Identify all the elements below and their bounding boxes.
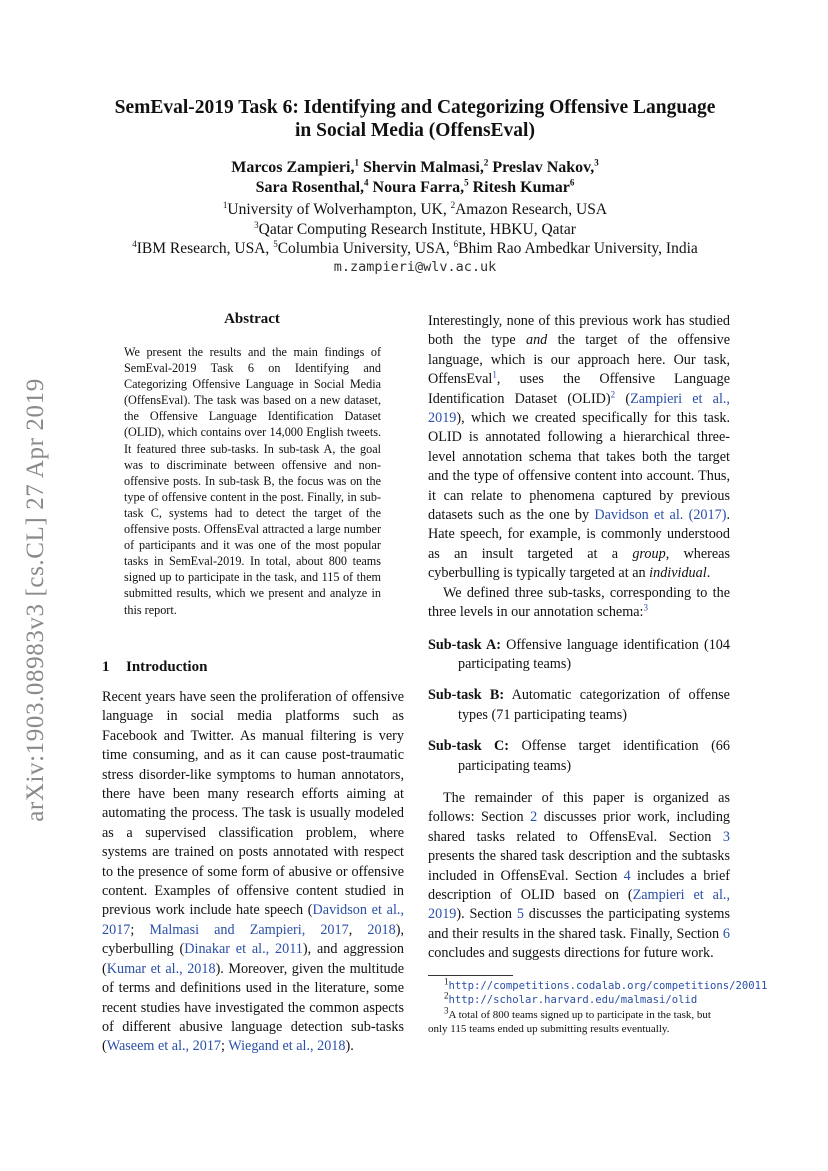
section-number: 1	[102, 659, 110, 675]
affil-mark: 5	[464, 177, 469, 188]
footnote-ref[interactable]: 3	[643, 602, 649, 613]
affiliation: IBM Research, USA,	[136, 240, 274, 257]
footnote-url[interactable]: http://competitions.codalab.org/competitions/20011	[448, 980, 768, 992]
affil-mark: 6	[569, 177, 575, 188]
section-link[interactable]: 5	[516, 906, 524, 923]
affil-mark: 3	[594, 157, 599, 168]
citation-link[interactable]: Kumar et al., 2018	[106, 960, 216, 977]
title-line-1: SemEval-2019 Task 6: Identifying and Categorizing Offensive Language	[114, 97, 716, 118]
arxiv-id: arXiv:1903.08983v3 [cs.CL] 27 Apr 2019	[22, 378, 49, 822]
affiliation: Columbia University, USA,	[277, 240, 454, 257]
contact-email[interactable]: m.zampieri@wlv.ac.uk	[333, 259, 497, 275]
citation-link[interactable]: Waseem et al., 2017	[106, 1038, 222, 1055]
author-name: Shervin Malmasi,	[362, 159, 484, 176]
footnote-divider	[428, 975, 513, 976]
abstract-text: We present the results and the main findings of SemEval-2019 Task 6 on Identifying and Categorizing Offensive Language in Social Media (OffensEval). The task was based on a new dataset, the Offensive Language Identification Dataset (OLID), which contains over 14,000 English tweets. It featured three sub-tasks. In sub-task A, the goal was to discriminate between offensive and non-offensive posts. In sub-task B, the focus was on the type of offensive content in the post. Finally, in sub-task C, systems had to detect the target of the offensive posts. OffensEval attracted a large number of participants and it was one of the most popular tasks in SemEval-2019. In total, about 800 teams signed up to participate in the task, and 115 of them submitted results, which we present and analyze in this report.	[124, 345, 381, 617]
author-name: Ritesh Kumar	[472, 179, 570, 196]
footnote-1: $^1$http://competitions.codalab.org/competitions/20011	[444, 976, 768, 992]
subtask-b: Sub-task B: Automatic categorization of offense types (71 participating teams)	[428, 687, 730, 723]
affiliations	[90, 200, 740, 259]
section-link[interactable]: 4	[623, 867, 631, 884]
section-link[interactable]: 3	[722, 828, 730, 845]
affiliation: Qatar Computing Research Institute, HBKU, Qatar	[258, 220, 576, 238]
citation-link[interactable]: Zampieri et al., 2019	[428, 886, 730, 923]
subtask-c: Sub-task C: Offense target identification (66 participating teams)	[428, 738, 730, 774]
section-heading-introduction	[102, 659, 207, 676]
footnote-url[interactable]: http://scholar.harvard.edu/malmasi/olid	[448, 994, 698, 1007]
affil-mark: 2	[483, 157, 489, 168]
body-paragraph: We defined three sub-tasks, corresponding to the three levels in our annotation schema:$^3$	[428, 584, 730, 621]
section-link[interactable]: 6	[722, 925, 730, 942]
affil-mark: 4	[364, 177, 369, 188]
citation-link[interactable]: 2018	[367, 921, 396, 938]
right-column	[428, 312, 730, 964]
author-name: Sara Rosenthal,	[255, 179, 365, 196]
footnotes	[428, 976, 768, 1037]
author-name: Noura Farra,	[372, 179, 465, 196]
author-list	[90, 158, 740, 198]
affil-mark: 4	[132, 238, 137, 249]
introduction-paragraph: Recent years have seen the proliferation of offensive language in social media platforms such as Facebook and Twitter. As manual filtering is very time consuming, and as it can cause post-traumatic stress disorder-like symptoms to human annotators, there have been many research efforts aiming at automating the process. The task is usually modeled as a supervised classification problem, where systems are trained on posts annotated with respect to the presence of some form of abusive or offensive content. Examples of offensive content studied in previous work include hate speech (Davidson et al., 2017; Malmasi and Zampieri, 2017, 2018), cyberbulling (Dinakar et al., 2011), and aggression (Kumar et al., 2018). Moreover, given the multitude of terms and definitions used in the literature, some recent studies have investigated the common aspects of different abusive language detection sub-tasks (Waseem et al., 2017; Wiegand et al., 2018).	[102, 689, 405, 1055]
citation-link[interactable]: Davidson et al., 2017	[102, 902, 405, 938]
arxiv-sidebar-stamp	[16, 340, 56, 860]
citation-link[interactable]: Dinakar et al., 2011	[184, 941, 303, 958]
affiliation: Bhim Rao Ambedkar University, India	[458, 240, 698, 257]
section-title: Introduction	[126, 659, 208, 675]
subtask-a: Sub-task A: Offensive language identification (104 participating teams)	[428, 636, 730, 672]
citation-link[interactable]: Zampieri et al., 2019	[428, 390, 730, 427]
citation-link[interactable]: Wiegand et al., 2018	[228, 1038, 346, 1055]
affil-mark: 1	[354, 157, 359, 168]
affil-mark: 3	[254, 219, 259, 230]
affil-mark: 2	[450, 199, 456, 210]
body-paragraph: Interestingly, none of this previous work has studied both the type and the target of the offensive language, which is our approach here. Our task, OffensEval$^1$, uses the Offensive Language Identification Dataset (OLID)$^2$ (Zampieri et al., 2019), which we created specifically for this task. OLID is annotated following a hierarchical three-level annotation schema that takes both the target and the type of offensive content into account. Thus, it can relate to phenomena captured by previous datasets such as the one by Davidson et al. (2017). Hate speech, for example, is commonly understood as an insult targeted at a group, whereas cyberbulling is typically targeted at an individual.	[428, 313, 730, 582]
affil-mark: 6	[453, 238, 459, 249]
footnote-2: $^2$http://scholar.harvard.edu/malmasi/olid	[444, 990, 698, 1007]
citation-link[interactable]: Malmasi and Zampieri, 2017	[149, 921, 349, 938]
affil-mark: 1	[222, 199, 228, 210]
paper-title	[90, 96, 740, 142]
affiliation: University of Wolverhampton, UK,	[227, 201, 451, 218]
section-link[interactable]: 2	[530, 809, 538, 826]
affil-mark: 5	[273, 238, 278, 249]
abstract-heading: Abstract	[224, 311, 280, 327]
title-line-2: in Social Media (OffensEval)	[295, 120, 535, 141]
author-name: Marcos Zampieri,	[231, 159, 355, 176]
author-name: Preslav Nakov,	[492, 159, 595, 176]
body-paragraph: The remainder of this paper is organized as follows: Section 2 discusses prior work, including shared tasks related to OffensEval. Section 3 presents the shared task description and the subtasks included in OffensEval. Section 4 includes a brief description of OLID based on (Zampieri et al., 2019). Section 5 discusses the participating systems and their results in the shared task. Finally, Section 6 concludes and suggests directions for future work.	[428, 789, 731, 962]
footnote-ref[interactable]: 2	[610, 388, 616, 399]
citation-link[interactable]: Davidson et al. (2017)	[594, 507, 727, 524]
footnote-ref[interactable]: 1	[492, 369, 497, 380]
footnote-3: $^3$A total of 800 teams signed up to participate in the task, but only 115 teams ended up submitting results eventually.	[428, 1005, 711, 1036]
affiliation: Amazon Research, USA	[455, 201, 608, 218]
